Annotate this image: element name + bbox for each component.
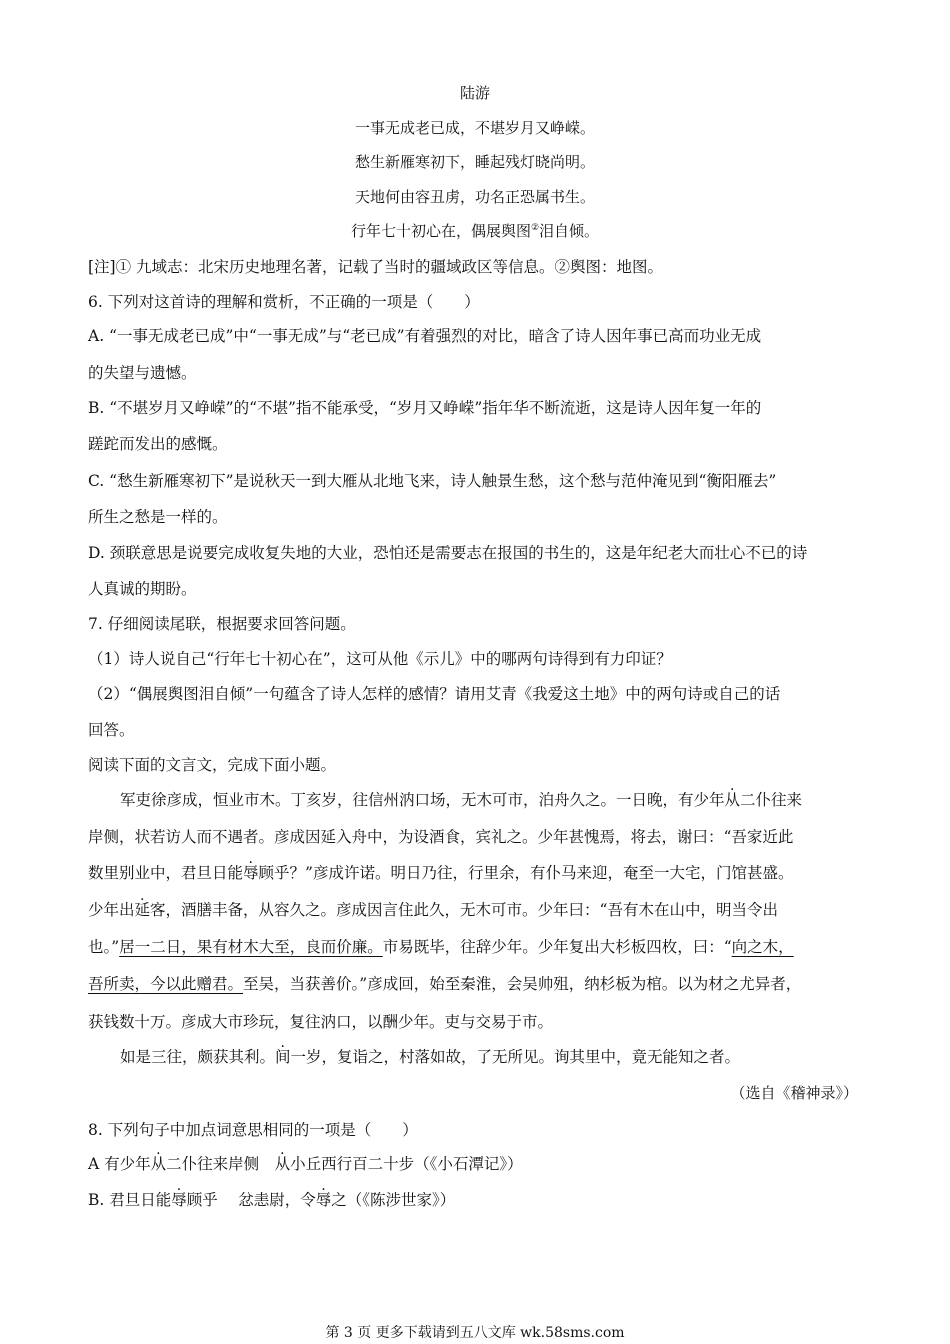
q7-part2-line1: （2）“偶展舆图泪自倾”一句蕴含了诗人怎样的感情？请用艾青《我爱这土地》中的两句诗或自己的话	[88, 685, 781, 703]
q6-option-c-line2: 所生之愁是一样的。	[88, 508, 228, 526]
q6-option-a-line1: A. “一事无成老已成”中“一事无成”与“老已成”有着强烈的对比，暗含了诗人因年事已高而功业无成	[88, 327, 762, 345]
text: 也。”	[88, 938, 120, 956]
q7-part2-line2: 回答。	[88, 721, 135, 739]
passage-line-8	[120, 1045, 910, 1067]
dotted-word: 间	[275, 1048, 291, 1066]
text: 二仆往来	[740, 791, 803, 809]
q8-option-b	[88, 1188, 878, 1210]
underlined-sentence: 居一二日，果有材木大至，良而价廉。	[119, 938, 383, 956]
text: 市易既毕，往辞少年。少年复出大杉板四枚，曰：“	[382, 938, 732, 956]
poem-line-3: 天地何由容丑虏，功名正恐属书生。	[354, 188, 595, 206]
text: B. 君旦日能	[88, 1191, 172, 1209]
text: 之（《陈涉世家》）	[331, 1191, 456, 1209]
passage-line-7: 获钱数十万。彦成大市珍玩，复往汭口，以酬少年。吏与交易于市。	[88, 1013, 554, 1031]
dotted-word: 辱	[315, 1191, 332, 1209]
dotted-word: 从	[274, 1155, 291, 1173]
q8-stem: 8. 下列句子中加点词意思相同的一项是（ ）	[88, 1121, 418, 1139]
text: 小丘西行百二十步（《小石潭记》）	[290, 1155, 523, 1173]
dotted-word: 从	[150, 1155, 167, 1173]
q7-stem: 7. 仔细阅读尾联，根据要求回答问题。	[88, 615, 356, 633]
passage-line-5	[88, 935, 878, 957]
poem-author: 陆游	[459, 84, 490, 102]
text: 少年出	[88, 901, 135, 919]
dotted-word: 延	[134, 901, 151, 919]
passage-line-4	[88, 898, 878, 920]
poem-line-4	[0, 220, 950, 241]
poem-line-2: 愁生新雁寒初下，睡起残灯晓尚明。	[354, 153, 595, 171]
page-footer: 第 3 页 更多下载请到五八文库 wk.58sms.com	[325, 1325, 625, 1341]
poem-line-4-b: 泪自倾。	[539, 222, 600, 240]
q6-option-b-line1: B. “不堪岁月又峥嵘”的“不堪”指不能承受，“岁月又峥嵘”指年华不断流逝，这是诗人因年复一年的	[88, 399, 762, 417]
text: 至吴，当获善价。”彦成回，始至秦淮，会吴帅殂，纳杉板为棺。以为材之尤异者，	[243, 975, 802, 993]
q6-option-b-line2: 蹉跎而发出的感慨。	[88, 435, 228, 453]
text: 一岁，复诣之，村落如故，了无所见。询其里中，竟无能知之者。	[290, 1048, 741, 1066]
note-marker: ②	[530, 223, 540, 233]
text: 顾乎 忿恚尉，令	[186, 1191, 316, 1209]
text: 军吏徐彦成，恒业市木。丁亥岁，往信州汭口场，无木可市，泊舟久之。一日晚，有少年	[120, 791, 725, 809]
poem-line-1: 一事无成老已成，不堪岁月又峥嵘。	[354, 119, 595, 137]
passage-source: （选自《稽神录》）	[730, 1084, 858, 1102]
q6-stem: 6. 下列对这首诗的理解和赏析，不正确的一项是（ ）	[88, 293, 480, 311]
text: 顾乎？”彦成许诺。明日乃往，行里余，有仆马来迎，奄至一大宅，门馆甚盛。	[258, 864, 794, 882]
text: A 有少年	[88, 1155, 151, 1173]
poem-line-4-a: 行年七十初心在，偶展舆图	[350, 222, 531, 240]
text: 二仆往来岸侧	[166, 1155, 275, 1173]
q6-option-d-line2: 人真诚的期盼。	[88, 580, 197, 598]
q6-option-c-line1: C. “愁生新雁寒初下”是说秋天一到大雁从北地飞来，诗人触景生愁，这个愁与范仲淹见到“衡阳雁去”	[88, 472, 777, 490]
underlined-sentence: 吾所卖，今以此赠君。	[88, 975, 244, 993]
q7-part1: （1）诗人说自己“行年七十初心在”，这可从他《示儿》中的哪两句诗得到有力印证？	[88, 650, 672, 668]
passage-line-3	[88, 861, 878, 883]
dotted-word: 从	[724, 791, 741, 809]
dotted-word: 辱	[171, 1191, 187, 1209]
text: 客，酒膳丰备，从容久之。彦成因言住此久，无木可市。少年曰：“吾有木在山中，明当令出	[150, 901, 778, 919]
dotted-word: 辱	[243, 864, 259, 882]
passage-line-6	[88, 972, 878, 994]
reading-intro: 阅读下面的文言文，完成下面小题。	[88, 756, 337, 774]
poem-note: [注]① 九域志：北宋历史地理名著，记载了当时的疆域政区等信息。②舆图：地图。	[88, 258, 664, 276]
text: 如是三往，颇获其利。	[120, 1048, 276, 1066]
q6-option-d-line1: D. 颈联意思是说要完成收复失地的大业，恐怕还是需要志在报国的书生的，这是年纪老大而壮心不已的诗	[88, 544, 808, 562]
underlined-sentence: 向之木，	[731, 938, 794, 956]
q8-option-a	[88, 1152, 878, 1174]
q6-option-a-line2: 的失望与遗憾。	[88, 364, 197, 382]
passage-line-1	[120, 788, 910, 810]
text: 数里别业中，君旦日能	[88, 864, 244, 882]
passage-line-2: 岸侧，状若访人而不遇者。彦成因延入舟中，为设酒食，宾礼之。少年甚愧焉，将去，谢曰：“吾家近此	[88, 828, 794, 846]
